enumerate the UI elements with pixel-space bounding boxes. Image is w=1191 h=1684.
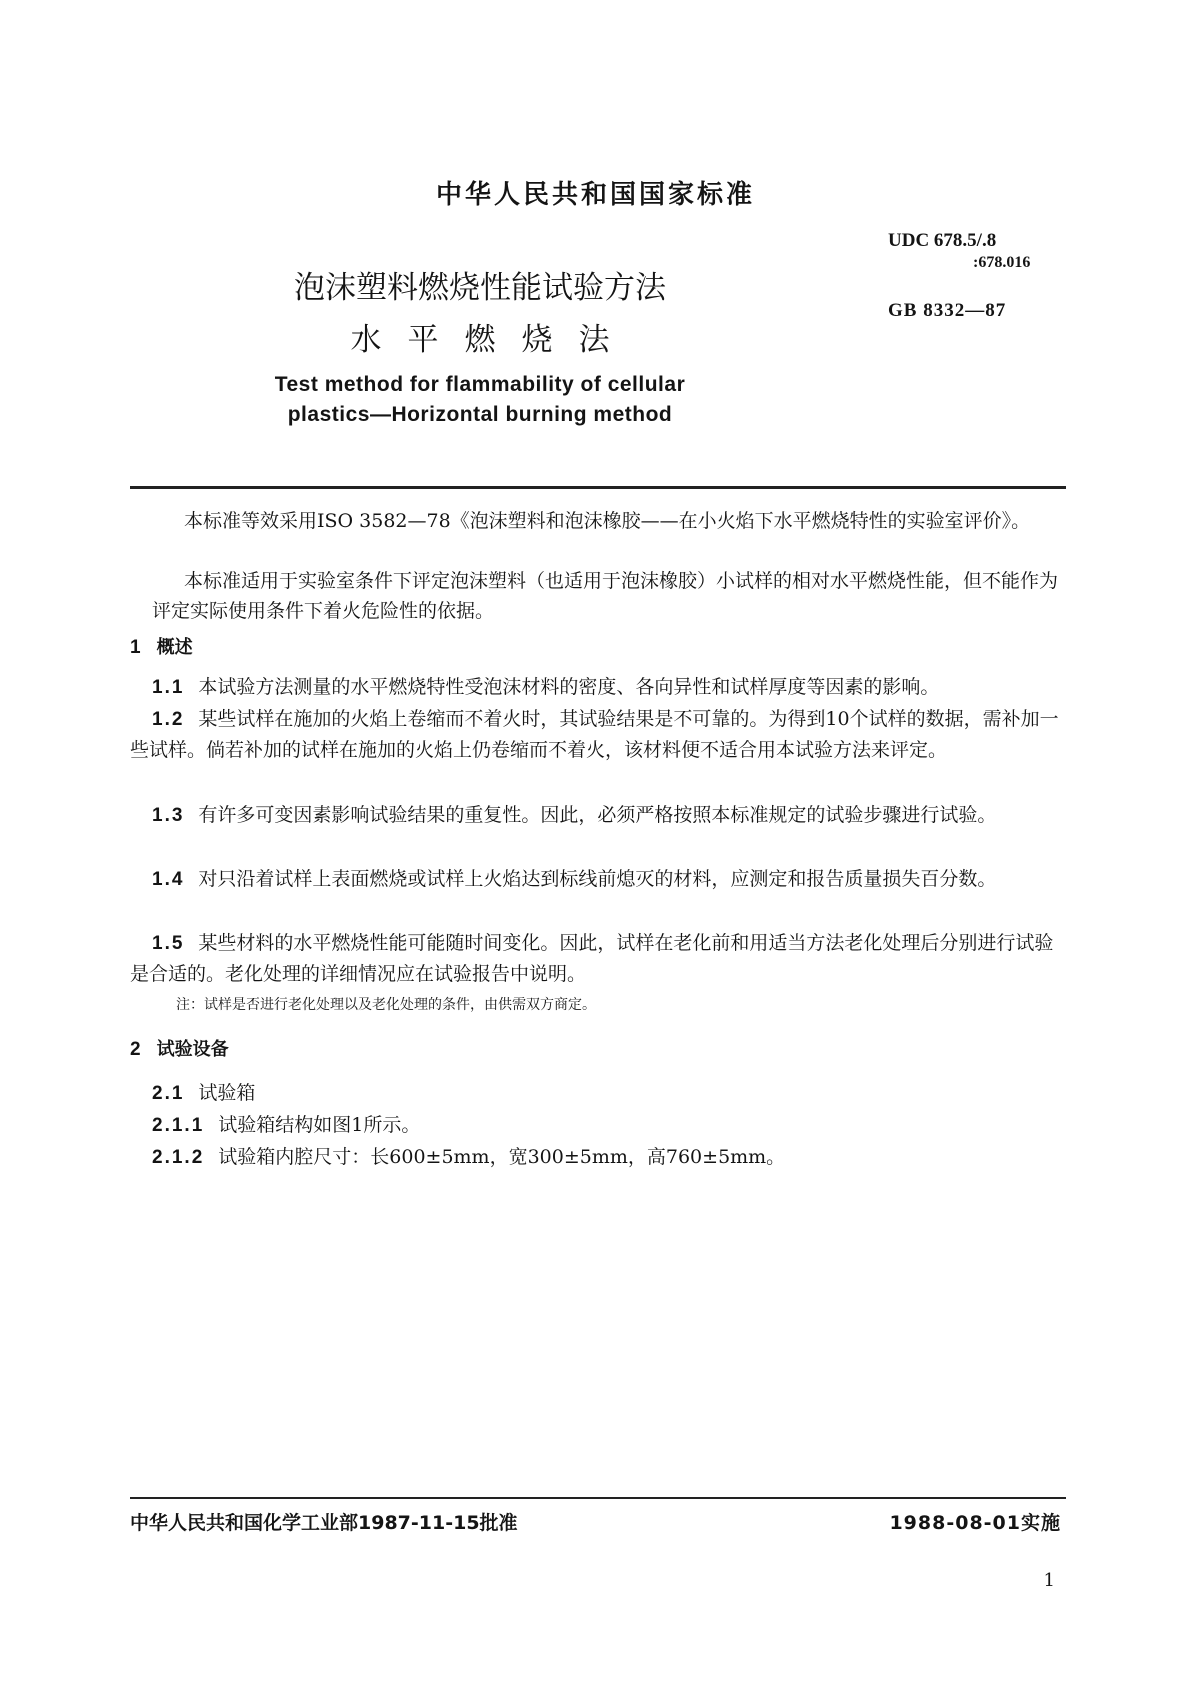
clause-1-1 — [152, 672, 1062, 703]
implementation-date: 1988-08-01实施 — [889, 1512, 1061, 1534]
clause-text: 某些试样在施加的火焰上卷缩而不着火时，其试验结果是不可靠的。为得到10个试样的数据，需补加一些试样。倘若补加的试样在施加的火焰上仍卷缩而不着火，该材料便不适合用本试验方法来评定。 — [130, 708, 1059, 761]
clause-1-4 — [130, 864, 1062, 895]
national-standard-heading: 中华人民共和国国家标准 — [435, 180, 755, 210]
clause-text: 某些材料的水平燃烧性能可能随时间变化。因此，试样在老化前和用适当方法老化处理后分别进行试验是合适的。老化处理的详细情况应在试验报告中说明。 — [130, 932, 1054, 985]
approval-statement: 中华人民共和国化学工业部1987-11-15批准 — [130, 1512, 518, 1534]
clause-number: 2.1.1 — [152, 1115, 205, 1136]
clause-number: 1.2 — [152, 709, 185, 730]
clause-1-3 — [130, 800, 1062, 831]
clause-note: 注：试样是否进行老化处理以及老化处理的条件，由供需双方商定。 — [176, 997, 596, 1013]
intro-paragraph-2: 本标准适用于实验室条件下评定泡沫塑料（也适用于泡沫橡胶）小试样的相对水平燃烧性能，但不能作为评定实际使用条件下着火危险性的依据。 — [152, 570, 1059, 622]
udc-code-line2: :678.016 — [973, 254, 1031, 271]
english-title — [200, 370, 760, 430]
clause-number: 1.5 — [152, 933, 185, 954]
section-2-heading — [130, 1034, 1040, 1065]
gb-standard-number: GB 8332—87 — [888, 300, 1007, 321]
english-title-line1: Test method for flammability of cellular — [274, 373, 686, 396]
chinese-title-line2: 水平燃烧法 — [350, 322, 636, 358]
udc-code-line1: UDC 678.5/.8 — [888, 230, 997, 251]
clause-2-1 — [152, 1078, 1062, 1109]
clause-number: 2.1 — [152, 1083, 185, 1104]
clause-text: 试验箱结构如图1所示。 — [218, 1114, 421, 1136]
clause-text: 试验箱 — [198, 1082, 256, 1104]
clause-text: 有许多可变因素影响试验结果的重复性。因此，必须严格按照本标准规定的试验步骤进行试验。 — [198, 804, 997, 826]
clause-text: 本试验方法测量的水平燃烧特性受泡沫材料的密度、各向异性和试样厚度等因素的影响。 — [198, 676, 940, 698]
footer-divider — [130, 1497, 1066, 1499]
classification-codes — [888, 230, 1030, 322]
intro-paragraph-1: 本标准等效采用ISO 3582—78《泡沫塑料和泡沫橡胶——在小火焰下水平燃烧特性的实验室评价》。 — [184, 510, 1031, 532]
clause-text: 对只沿着试样上表面燃烧或试样上火焰达到标线前熄灭的材料，应测定和报告质量损失百分数。 — [198, 868, 997, 890]
clause-2-1-2 — [152, 1142, 1062, 1173]
chinese-title-line1: 泡沫塑料燃烧性能试验方法 — [294, 270, 666, 306]
section-1-number: 1 — [130, 637, 143, 658]
clause-number: 2.1.2 — [152, 1147, 205, 1168]
english-title-line2: plastics—Horizontal burning method — [287, 403, 673, 426]
clause-1-5 — [130, 928, 1062, 989]
clause-text: 试验箱内腔尺寸：长600±5mm，宽300±5mm，高760±5mm。 — [218, 1146, 786, 1168]
clause-number: 1.4 — [152, 869, 185, 890]
clause-2-1-1 — [152, 1110, 1062, 1141]
section-1-title: 概述 — [156, 637, 193, 658]
section-1-heading — [130, 632, 1040, 663]
section-2-title: 试验设备 — [156, 1039, 229, 1060]
clause-number: 1.1 — [152, 677, 185, 698]
header-divider — [130, 486, 1066, 489]
chinese-title — [230, 262, 730, 366]
clause-1-2 — [130, 704, 1062, 765]
page-number: 1 — [1043, 1570, 1055, 1591]
clause-number: 1.3 — [152, 805, 185, 826]
section-2-number: 2 — [130, 1039, 143, 1060]
